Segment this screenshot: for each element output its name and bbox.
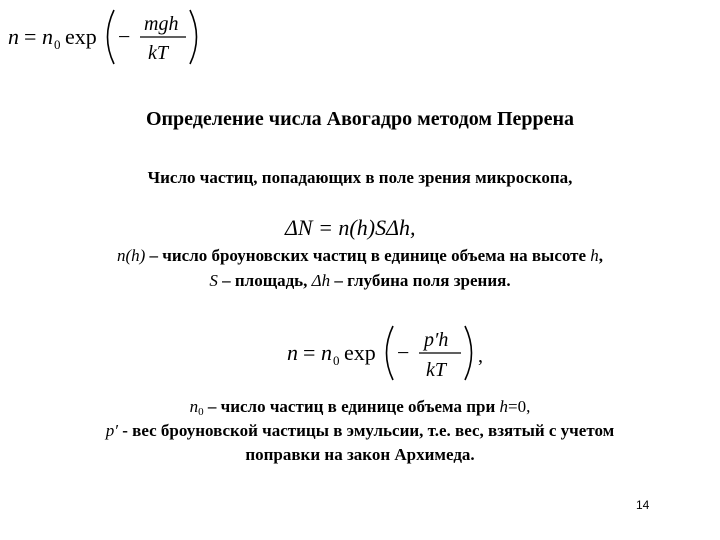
formula-n0-subscript: 0 [54, 37, 61, 52]
formula-denominator: kT [148, 42, 168, 64]
particle-count-formula [283, 214, 453, 242]
definition-line-4-text: - вес броуновской частицы в эмульсии, т.е. вес, взятый с учетом [118, 421, 615, 440]
definition-line-2-end: – глубина поля зрения. [330, 271, 511, 290]
formula-exp: exp [65, 24, 97, 49]
right-paren [190, 10, 197, 64]
slide-title: Определение числа Авогадро методом Перрена [145, 108, 575, 130]
formula-lhs: n [8, 24, 19, 49]
perrin-right-paren [465, 326, 472, 380]
definition-line-1-text: – число броуновских частиц в единице объема на высоте [145, 246, 591, 265]
nh-symbol: n(h) [116, 246, 146, 265]
perrin-minus: − [397, 340, 410, 365]
formula-n0: n [42, 24, 53, 49]
definition-line-3 [0, 397, 720, 418]
perrin-n0: n [321, 340, 332, 365]
definition-line-2 [0, 271, 720, 291]
p-prime-symbol: p′ [105, 421, 118, 440]
h-equals-symbol: h [499, 397, 509, 416]
count-formula-text: ΔN = n(h)SΔh, [285, 215, 416, 240]
delta-h-symbol: Δh [311, 271, 331, 290]
perrin-lhs: n [287, 340, 298, 365]
perrin-formula [285, 322, 485, 384]
boltzmann-formula [6, 6, 206, 66]
perrin-exp: exp [344, 340, 376, 365]
definition-line-1 [0, 246, 720, 266]
perrin-denominator: kT [426, 359, 446, 381]
perrin-n0-subscript: 0 [333, 353, 340, 368]
s-symbol: S [209, 271, 218, 290]
intro-text: Число частиц, попадающих в поле зрения микроскопа, [147, 168, 573, 187]
definition-line-4 [0, 421, 720, 441]
definition-line-5 [0, 445, 720, 465]
n0-subscript: 0 [198, 406, 204, 418]
perrin-numerator: p′h [424, 329, 449, 351]
formula-minus: − [118, 24, 131, 49]
perrin-left-paren [387, 326, 394, 380]
definition-line-1-end: , [598, 246, 604, 265]
formula-numerator: mgh [144, 13, 179, 35]
perrin-trailing-comma: , [478, 345, 483, 367]
definition-line-3-end: =0, [508, 397, 531, 416]
h-symbol: h [590, 246, 599, 265]
formula-equals: = [24, 24, 37, 49]
left-paren [108, 10, 115, 64]
definition-line-5-text: поправки на закон Архимеда. [245, 445, 475, 464]
n0-symbol: n [189, 397, 199, 416]
page-number: 14 [636, 498, 650, 512]
perrin-equals: = [303, 340, 316, 365]
definition-line-2-text: – площадь, [217, 271, 312, 290]
definition-line-3-text: – число частиц в единице объема при [203, 397, 500, 416]
